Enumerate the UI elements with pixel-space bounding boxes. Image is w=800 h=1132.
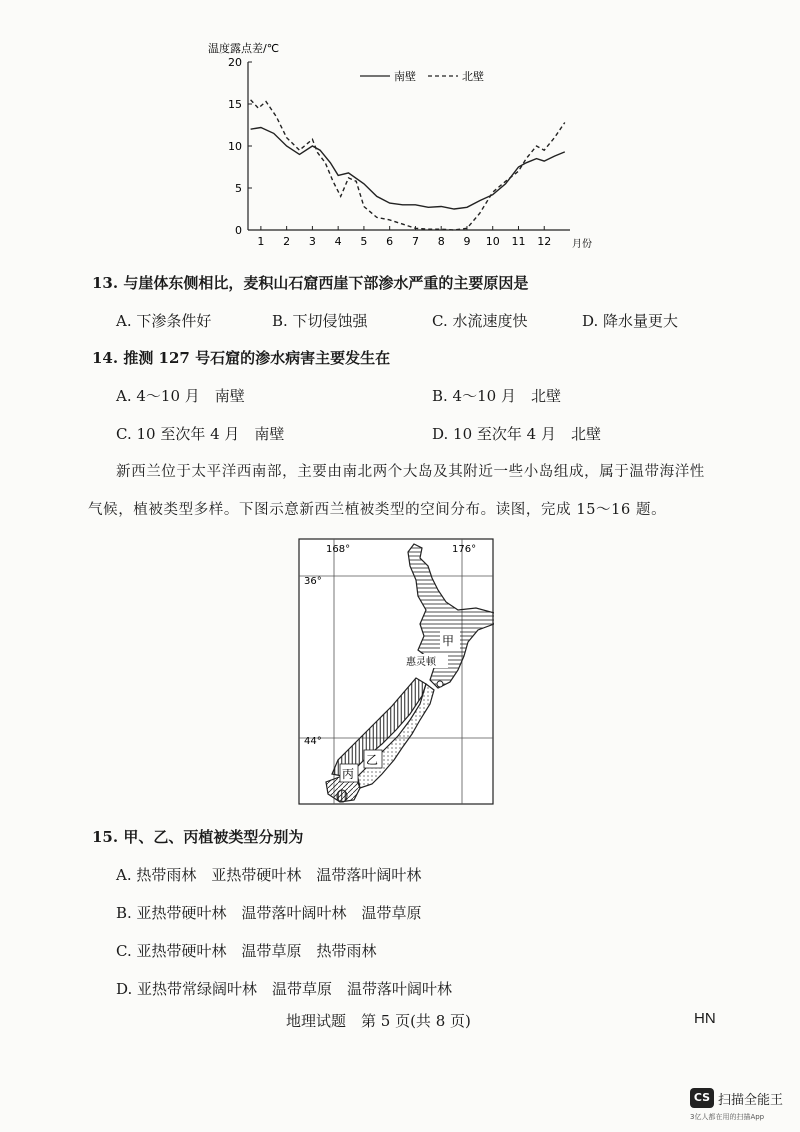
q13-stem: 13. 与崖体东侧相比，麦积山石窟西崖下部渗水严重的主要原因是 bbox=[92, 274, 529, 292]
q13-option-b[interactable]: B. 下切侵蚀强 bbox=[272, 312, 368, 330]
q15-stem: 15. 甲、乙、丙植被类型分别为 bbox=[92, 828, 304, 846]
x-tick-label: 1 bbox=[257, 235, 265, 248]
label-yi: 乙 bbox=[366, 753, 379, 767]
label-jia: 甲 bbox=[442, 634, 455, 648]
q14-option-d[interactable]: D. 10 至次年 4 月 北壁 bbox=[432, 425, 601, 443]
y-tick-label: 0 bbox=[235, 224, 242, 237]
x-tick-label: 8 bbox=[437, 235, 445, 248]
label-lat-44: 44° bbox=[304, 736, 322, 747]
x-tick-label: 11 bbox=[511, 235, 526, 248]
scanner-brand: 扫描全能王 bbox=[718, 1093, 784, 1108]
q15-option-a[interactable]: A. 热带雨林 亚热带硬叶林 温带落叶阔叶林 bbox=[116, 866, 422, 884]
y-tick-label: 5 bbox=[235, 182, 242, 195]
q15-option-d[interactable]: D. 亚热带常绿阔叶林 温带草原 温带落叶阔叶林 bbox=[116, 980, 453, 998]
new-zealand-vegetation-map bbox=[298, 538, 494, 806]
x-axis-label: 月份 bbox=[572, 239, 592, 250]
label-bing: 丙 bbox=[342, 767, 355, 781]
q14-option-c[interactable]: C. 10 至次年 4 月 南壁 bbox=[116, 425, 285, 443]
x-tick-label: 3 bbox=[308, 235, 316, 248]
y-tick-label: 20 bbox=[228, 56, 242, 69]
x-tick-label: 4 bbox=[334, 235, 342, 248]
q14-stem: 14. 推测 127 号石窟的渗水病害主要发生在 bbox=[92, 349, 391, 367]
x-tick-label: 7 bbox=[411, 235, 419, 248]
legend-north: 北壁 bbox=[462, 70, 484, 83]
footer-code: HN bbox=[694, 1010, 716, 1027]
q13-option-a[interactable]: A. 下渗条件好 bbox=[116, 312, 212, 330]
legend-south: 南壁 bbox=[394, 70, 416, 83]
x-tick-label: 5 bbox=[360, 235, 368, 248]
label-lon-168: 168° bbox=[326, 544, 351, 555]
q14-option-b[interactable]: B. 4～10 月 北壁 bbox=[432, 387, 561, 405]
passage-line-1: 新西兰位于太平洋西南部，主要由南北两个大岛及其附近一些小岛组成，属于温带海洋性 bbox=[116, 464, 705, 480]
series-line-south bbox=[251, 128, 565, 210]
wellington-marker bbox=[437, 681, 443, 687]
x-tick-label: 9 bbox=[463, 235, 471, 248]
x-tick-label: 10 bbox=[485, 235, 500, 248]
stewart-island bbox=[337, 790, 347, 802]
label-wellington: 惠灵顿 bbox=[406, 657, 436, 668]
q15-option-b[interactable]: B. 亚热带硬叶林 温带落叶阔叶林 温带草原 bbox=[116, 904, 422, 922]
scanner-logo-icon: CS bbox=[690, 1088, 714, 1108]
label-lat-36: 36° bbox=[304, 576, 322, 587]
x-tick-label: 2 bbox=[283, 235, 291, 248]
label-lon-176: 176° bbox=[452, 544, 477, 555]
page-footer: 地理试题 第 5 页(共 8 页) bbox=[286, 1012, 471, 1030]
passage-line-2: 气候，植被类型多样。下图示意新西兰植被类型的空间分布。读图，完成 15～16 题。 bbox=[88, 502, 667, 518]
map-frame bbox=[299, 539, 493, 804]
chart-legend bbox=[360, 70, 484, 83]
q15-option-c[interactable]: C. 亚热带硬叶林 温带草原 热带雨林 bbox=[116, 942, 377, 960]
x-tick-label: 12 bbox=[537, 235, 552, 248]
q13-option-c[interactable]: C. 水流速度快 bbox=[432, 312, 528, 330]
x-tick-label: 6 bbox=[386, 235, 394, 248]
y-tick-label: 10 bbox=[228, 140, 242, 153]
dew-point-chart bbox=[200, 40, 600, 255]
series-line-north bbox=[251, 100, 565, 230]
q13-option-d[interactable]: D. 降水量更大 bbox=[582, 312, 679, 330]
scanner-tagline: 3亿人都在用的扫描App bbox=[690, 1113, 765, 1121]
y-tick-label: 15 bbox=[228, 98, 242, 111]
q14-option-a[interactable]: A. 4～10 月 南壁 bbox=[116, 387, 245, 405]
y-axis-label: 温度露点差/℃ bbox=[208, 42, 280, 55]
